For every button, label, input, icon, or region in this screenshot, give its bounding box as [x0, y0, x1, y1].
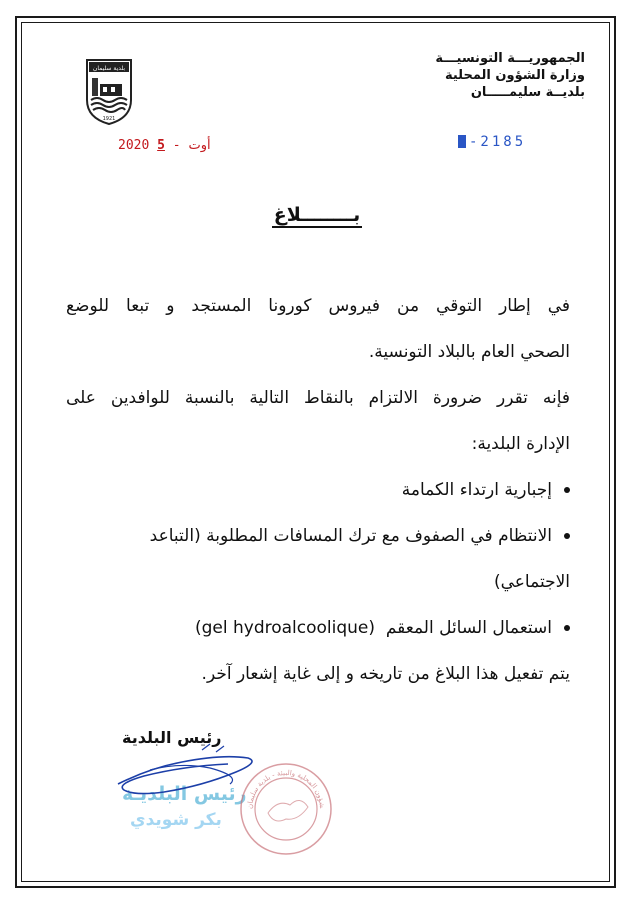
document-date — [118, 138, 211, 153]
signature-stamp-name: بكر شويدي — [130, 810, 222, 830]
paragraph-1-line-2: الصحي العام بالبلاد التونسية. — [368, 342, 570, 362]
bullet-2-text-line-1: الانتظام في الصفوف مع ترك المسافات المطلوبة (التباعد — [149, 526, 552, 546]
paragraph-2-line-2: الإدارة البلدية: — [471, 434, 570, 454]
logo-text: بلدية سليمان — [92, 65, 126, 72]
reference-number — [458, 134, 526, 150]
svg-text:وزارة الشؤون المحلية والبيئة - — [238, 761, 326, 809]
bullet-item-2 — [66, 513, 570, 559]
signature-stamp-title: رئيس البلديـة — [122, 783, 247, 805]
letterhead-republic: الجمهوريـــة التونسيـــة — [435, 51, 585, 66]
signatory-title: رئيس البلدية — [122, 728, 222, 747]
letterhead — [435, 50, 585, 101]
date-month: أوت — [188, 138, 211, 153]
date-year: 2020 — [118, 138, 150, 153]
notice-body — [66, 283, 570, 697]
bullet-2-text-line-2: الاجتماعي) — [493, 572, 570, 592]
logo-year: 1921 — [102, 116, 116, 122]
official-round-stamp — [238, 761, 334, 857]
bullet-3-latin-text: (gel hydroalcoolique) — [194, 618, 376, 638]
reference-value: -2185 — [469, 134, 527, 150]
date-day: 5 — [157, 138, 165, 153]
round-stamp-text: شؤون المحلية والبيئة - بلدية سليمان — [245, 768, 327, 810]
bullet-icon — [564, 487, 570, 493]
bullet-3-text: استعمال السائل المعقم — [385, 618, 552, 638]
bullet-item-3 — [66, 605, 570, 651]
paragraph-2-line-1: فإنه تقرر ضرورة الالتزام بالنقاط التالية بالنسبة للوافدين على — [66, 388, 570, 408]
municipality-logo — [83, 56, 135, 126]
bullet-icon — [564, 625, 570, 631]
notice-title — [0, 204, 634, 228]
bullet-icon — [564, 533, 570, 539]
letterhead-municipality: بلديــة سليمـــــان — [470, 85, 585, 100]
reference-mark — [458, 135, 466, 148]
date-separator: - — [164, 138, 181, 153]
bullet-1-text: إجبارية ارتداء الكمامة — [401, 480, 552, 500]
closing-line: يتم تفعيل هذا البلاغ من تاريخه و إلى غاية إشعار آخر. — [201, 664, 570, 684]
paragraph-1-line-1: في إطار التوقي من فيروس كورونا المستجد و تبعا للوضع — [66, 296, 570, 316]
bullet-item-1 — [66, 467, 570, 513]
notice-title-text: بــــــــلاغ — [273, 204, 361, 226]
letterhead-ministry: وزارة الشؤون المحلية — [444, 68, 585, 83]
